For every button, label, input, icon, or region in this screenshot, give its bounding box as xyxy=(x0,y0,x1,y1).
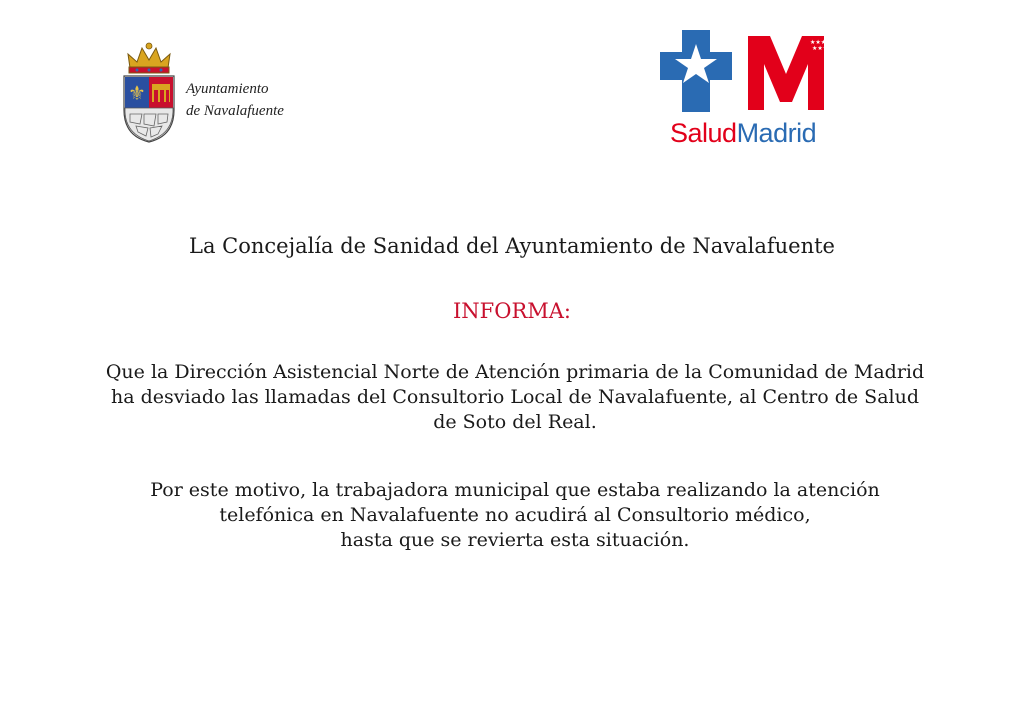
ayuntamiento-name xyxy=(186,78,284,122)
ayuntamiento-name-line2: de Navalafuente xyxy=(186,103,284,119)
paragraph-1-line: de Soto del Real. xyxy=(433,411,597,433)
salud-madrid-emblem-icon xyxy=(660,30,850,112)
paragraph-1 xyxy=(40,360,990,435)
svg-text:★★★: ★★★ xyxy=(812,45,829,52)
salud-word: Salud xyxy=(670,118,737,148)
ayuntamiento-name-line1: Ayuntamiento xyxy=(186,81,269,97)
paragraph-1-line: Que la Dirección Asistencial Norte de Atención primaria de la Comunidad de Madrid xyxy=(105,361,925,383)
paragraph-2-line: hasta que se revierta esta situación. xyxy=(340,529,690,551)
paragraph-2 xyxy=(40,478,990,553)
salud-madrid-logo xyxy=(660,30,850,150)
notice-heading: La Concejalía de Sanidad del Ayuntamiento de Navalafuente xyxy=(189,234,835,258)
svg-text:★★★★: ★★★★ xyxy=(810,39,832,46)
madrid-word: Madrid xyxy=(736,118,817,148)
paragraph-1-line: ha desviado las llamadas del Consultorio Local de Navalafuente, al Centro de Salud xyxy=(111,386,919,408)
ayuntamiento-logo xyxy=(118,40,338,150)
svg-text:⚜: ⚜ xyxy=(128,81,146,105)
paragraph-2-line: telefónica en Navalafuente no acudirá al Consultorio médico, xyxy=(219,504,811,526)
informa-label: INFORMA: xyxy=(452,299,571,323)
coat-of-arms-icon xyxy=(118,40,180,144)
salud-madrid-wordmark xyxy=(670,118,816,148)
paragraph-2-line: Por este motivo, la trabajadora municipal que estaba realizando la atención xyxy=(150,479,880,501)
